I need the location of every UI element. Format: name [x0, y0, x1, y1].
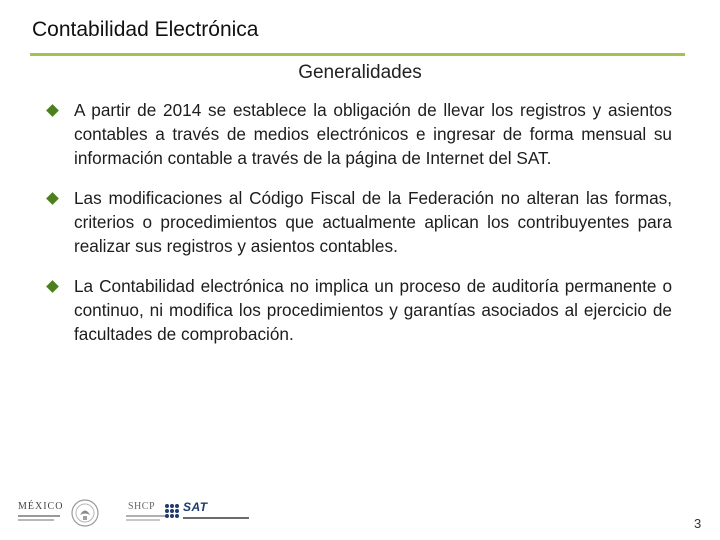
sat-logo: [164, 500, 254, 526]
footer-logos: [14, 496, 264, 530]
mexico-logo: [14, 500, 64, 526]
bullet-text: Las modificaciones al Código Fiscal de la Federación no alteran las formas, criterios o procedimientos que actualmente aplican los contribuyentes para realizar sus registros y asientos contables.: [74, 188, 672, 256]
title-underline: [30, 53, 685, 56]
shcp-logo-text: SHCP: [128, 501, 156, 512]
diamond-bullet-icon: [46, 192, 59, 205]
slide-title: Contabilidad Electrónica: [32, 18, 259, 41]
bullet-text: A partir de 2014 se establece la obligación de llevar los registros y asientos contables a través de medios electrónicos e ingresar de forma mensual su información contable a través de la página de Internet del SAT.: [74, 100, 672, 168]
coat-of-arms-seal-logo: [70, 498, 100, 528]
diamond-bullet-icon: [46, 104, 59, 117]
bullet-item: [44, 98, 672, 170]
diamond-bullet-icon: [46, 280, 59, 293]
bullet-item: [44, 274, 672, 346]
slide-subtitle: [0, 62, 720, 84]
bullet-text: La Contabilidad electrónica no implica un proceso de auditoría permanente o continuo, ni modifica los procedimientos y garantías asociados al ejercicio de facultades de comprobación.: [74, 276, 672, 344]
bullet-list: [44, 98, 672, 362]
shcp-logo: [120, 500, 168, 526]
sat-dots-icon: [164, 503, 180, 519]
sat-logo-text: SAT: [183, 500, 208, 514]
page-number: 3: [694, 516, 702, 531]
bullet-item: [44, 186, 672, 258]
mexico-logo-text: MÉXICO: [18, 501, 64, 512]
subtitle-text: Generalidades: [298, 62, 422, 83]
